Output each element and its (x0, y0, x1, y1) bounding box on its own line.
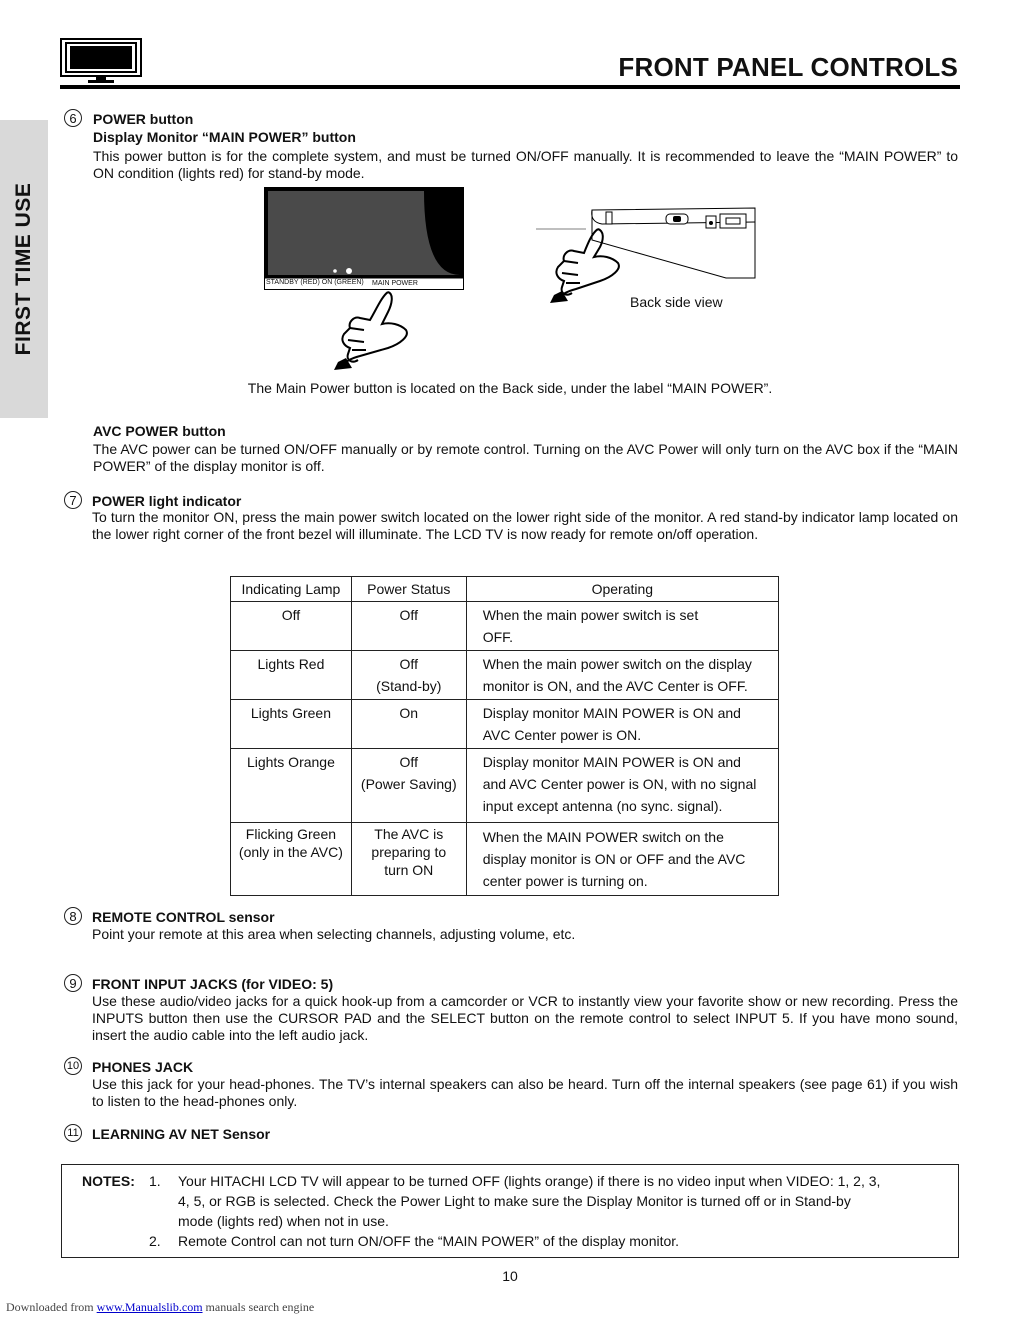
operating-line: and AVC Center power is ON, with no signal (482, 776, 757, 792)
status-cell: preparing to (371, 844, 447, 860)
notes-box (61, 1164, 959, 1258)
side-tab-label: FIRST TIME USE (12, 182, 35, 356)
standby-label: STANDBY (RED) ON (GREEN) (266, 279, 364, 286)
status-cell: The AVC is (374, 826, 444, 842)
status-cell: Off (399, 656, 418, 672)
note-line: 4, 5, or RGB is selected. Check the Power Light to make sure the Display Monitor is turned off or in Stand-by (178, 1193, 851, 1209)
tv-icon (60, 38, 142, 84)
manualslib-link[interactable]: www.Manualslib.com (96, 1300, 203, 1314)
lamp-cell: Lights Orange (246, 754, 335, 770)
avc-power-description: The AVC power can be turned ON/OFF manually or by remote control. Turning on the AVC Power will only turn on the AVC box if the “MAIN POWER” of the display monitor is off. (93, 441, 958, 474)
side-tab (0, 120, 48, 418)
front-input-description: Use these audio/video jacks for a quick hook-up from a camcorder or VCR to instantly view your favorite show or new recording. Press the INPUTS button then use the CURSOR PAD and the SELECT button on the remote control to select INPUT 5. If you have mono sound, insert the audio cable into the left audio jack. (92, 993, 958, 1043)
lamp-cell: Lights Green (250, 705, 331, 721)
page-number: 10 (502, 1268, 518, 1284)
hand-pointer-back-icon (548, 225, 628, 305)
operating-line: input except antenna (no sync. signal). (482, 798, 723, 814)
operating-line: Display monitor MAIN POWER is ON and (482, 705, 741, 721)
figure-caption: The Main Power button is located on the Back side, under the label “MAIN POWER”. (247, 380, 773, 396)
hand-pointer-icon (330, 290, 412, 370)
notes-label: NOTES: (82, 1173, 135, 1189)
header-rule (60, 85, 960, 89)
status-cell: On (399, 705, 419, 721)
note-line: Remote Control can not turn ON/OFF the “MAIN POWER” of the display monitor. (178, 1233, 680, 1249)
phones-jack-description: Use this jack for your head-phones. The TV’s internal speakers can also be heard. Turn off the internal speakers (see page 61) if you wish to listen to the head-phones only. (92, 1076, 958, 1109)
status-cell: Off (399, 607, 418, 623)
indicator-lamp-table (230, 576, 779, 896)
lamp-cell: Flicking Green (245, 826, 337, 842)
operating-line: When the main power switch is set (482, 607, 699, 623)
main-power-subheading: Display Monitor “MAIN POWER” button (93, 129, 356, 145)
remote-sensor-heading: REMOTE CONTROL sensor (92, 909, 275, 925)
footer-suffix: manuals search engine (205, 1300, 315, 1314)
phones-jack-heading: PHONES JACK (92, 1059, 194, 1075)
operating-line: display monitor is ON or OFF and the AVC (482, 851, 746, 867)
note-number: 2. (149, 1233, 161, 1249)
operating-line: center power is turning on. (482, 873, 648, 889)
footer-prefix: Downloaded from (6, 1300, 94, 1314)
operating-line: monitor is ON, and the AVC Center is OFF. (482, 678, 748, 694)
column-header: Operating (466, 577, 778, 602)
lamp-cell: Off (281, 607, 301, 623)
power-light-description: To turn the monitor ON, press the main power switch located on the lower right side of the monitor. A red stand-by indicator lamp located on the lower right corner of the front bezel will illuminate. The LCD TV is now ready for remote on/off operation. (92, 509, 958, 542)
status-cell: turn ON (384, 862, 434, 878)
lamp-cell: (only in the AVC) (238, 844, 343, 860)
status-cell: Off (399, 754, 418, 770)
main-power-label: MAIN POWER (372, 280, 418, 287)
power-button-description: This power button is for the complete system, and must be turned ON/OFF manually. It is recommended to leave the “MAIN POWER” to ON condition (lights red) for stand-by mode. (93, 148, 958, 181)
table-row (231, 700, 779, 749)
learning-sensor-heading: LEARNING AV NET Sensor (92, 1126, 271, 1142)
operating-line: OFF. (482, 629, 514, 645)
status-cell: (Power Saving) (360, 776, 457, 792)
table-row (231, 823, 779, 896)
avc-power-heading: AVC POWER button (93, 423, 226, 439)
remote-sensor-description: Point your remote at this area when selecting channels, adjusting volume, etc. (92, 926, 576, 942)
operating-line: AVC Center power is ON. (482, 727, 642, 743)
operating-line: When the main power switch on the display (482, 656, 752, 672)
back-side-view-label: Back side view (630, 294, 723, 310)
note-line: mode (lights red) when not in use. (178, 1213, 389, 1229)
item-number-8: 8 (64, 907, 82, 925)
front-input-heading: FRONT INPUT JACKS (for VIDEO: 5) (92, 976, 334, 992)
column-header: Indicating Lamp (231, 577, 352, 602)
status-cell: (Stand-by) (376, 678, 442, 694)
table-row (231, 749, 779, 823)
note-number: 1. (149, 1173, 161, 1189)
item-number-11: 11 (64, 1124, 82, 1142)
operating-line: Display monitor MAIN POWER is ON and (482, 754, 741, 770)
power-button-heading: POWER button (93, 111, 194, 127)
column-header: Power Status (351, 577, 466, 602)
item-number-10: 10 (64, 1057, 82, 1075)
note-line: Your HITACHI LCD TV will appear to be turned OFF (lights orange) if there is no video input when VIDEO: 1, 2, 3, (178, 1173, 881, 1189)
item-number-7: 7 (64, 491, 82, 509)
table-row (231, 602, 779, 651)
power-light-heading: POWER light indicator (92, 493, 242, 509)
item-number-9: 9 (64, 974, 82, 992)
table-row (231, 651, 779, 700)
lamp-cell: Lights Red (257, 656, 325, 672)
table-header-row (231, 577, 779, 602)
item-number-6: 6 (64, 109, 82, 127)
monitor-front-illustration (264, 187, 464, 290)
footer (6, 1300, 314, 1315)
operating-line: When the MAIN POWER switch on the (482, 829, 724, 845)
page-title: FRONT PANEL CONTROLS (618, 52, 958, 82)
